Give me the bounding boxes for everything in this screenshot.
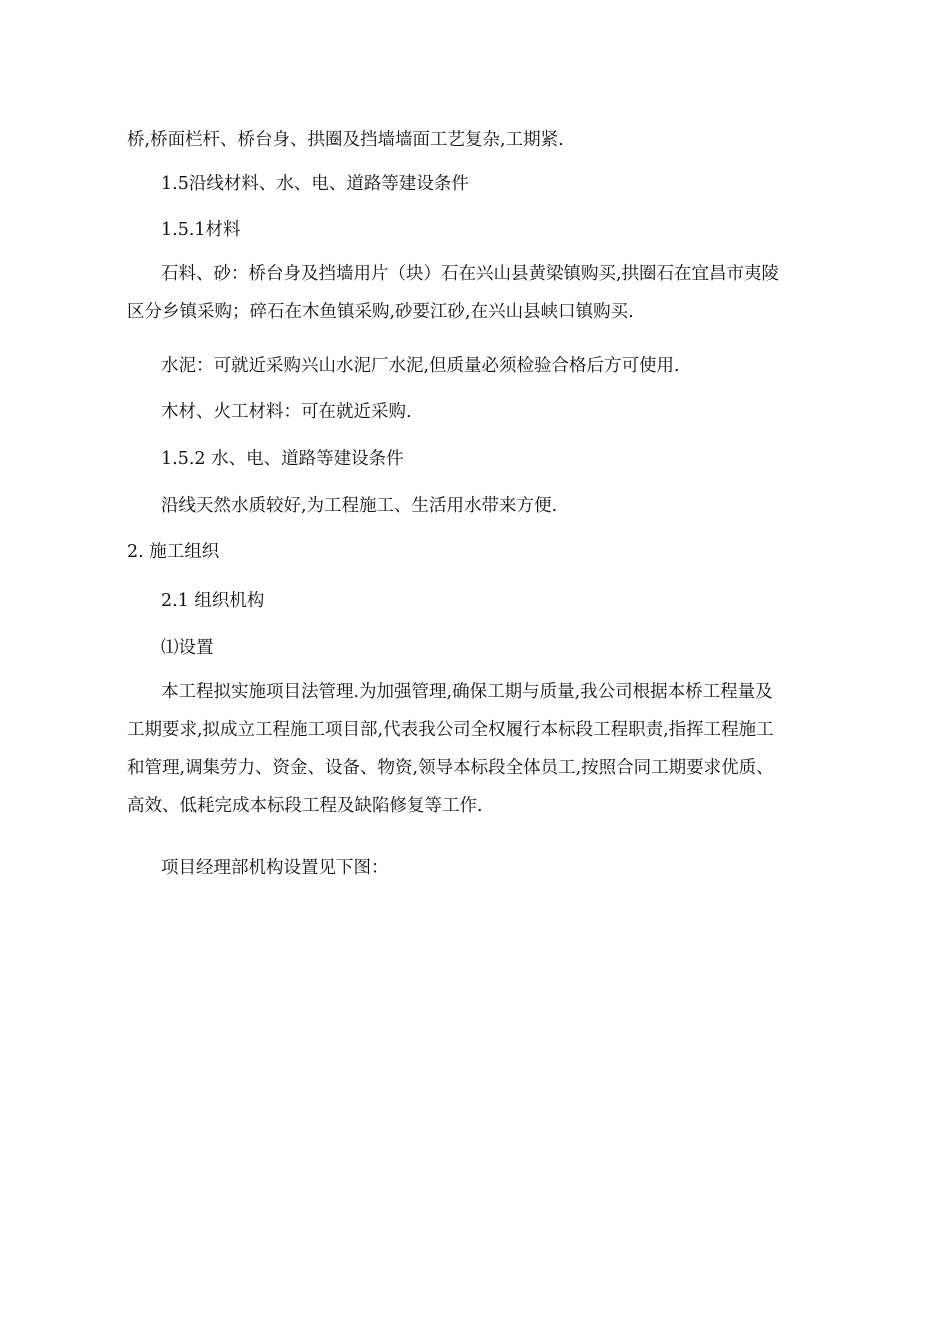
heading-1-5-2: 1.5.2 水、电、道路等建设条件 [161, 449, 404, 469]
paragraph-line: 本工程拟实施项目法管理.为加强管理,确保工期与质量,我公司根据本桥工程量及 [161, 682, 773, 702]
paragraph-stone-sand [127, 255, 847, 331]
heading-2-1: 2.1 组织机构 [161, 591, 265, 611]
heading-1-5-1: 1.5.1材料 [161, 220, 241, 240]
heading-1-5: 1.5沿线材料、水、电、道路等建设条件 [161, 174, 469, 194]
paragraph-line: 高效、低耗完成本标段工程及缺陷修复等工作. [127, 796, 483, 816]
text-line-wood: 木材、火工材料：可在就近采购. [161, 402, 412, 422]
paragraph-line: 石料、砂：桥台身及挡墙用片（块）石在兴山县黄梁镇购买,拱圈石在宜昌市夷陵 [161, 264, 780, 284]
paragraph-management [127, 673, 847, 825]
text-line-bridge-complexity: 桥,桥面栏杆、桥台身、拱圈及挡墙墙面工艺复杂,工期紧. [127, 130, 564, 150]
paragraph-line: 工期要求,拟成立工程施工项目部,代表我公司全权履行本标段工程职责,指挥工程施工 [127, 720, 774, 740]
heading-2: 2. 施工组织 [127, 542, 220, 562]
text-line-diagram-intro: 项目经理部机构设置见下图： [161, 858, 389, 878]
text-line-water: 沿线天然水质较好,为工程施工、生活用水带来方便. [161, 496, 558, 516]
paragraph-line: 区分乡镇采购；碎石在木鱼镇采购,砂要江砂,在兴山县峡口镇购买. [127, 302, 634, 322]
paragraph-line: 和管理,调集劳力、资金、设备、物资,领导本标段全体员工,按照合同工期要求优质、 [127, 758, 774, 778]
heading-item-1: ⑴设置 [161, 638, 214, 658]
text-line-cement: 水泥：可就近采购兴山水泥厂水泥,但质量必须检验合格后方可使用. [161, 356, 680, 376]
